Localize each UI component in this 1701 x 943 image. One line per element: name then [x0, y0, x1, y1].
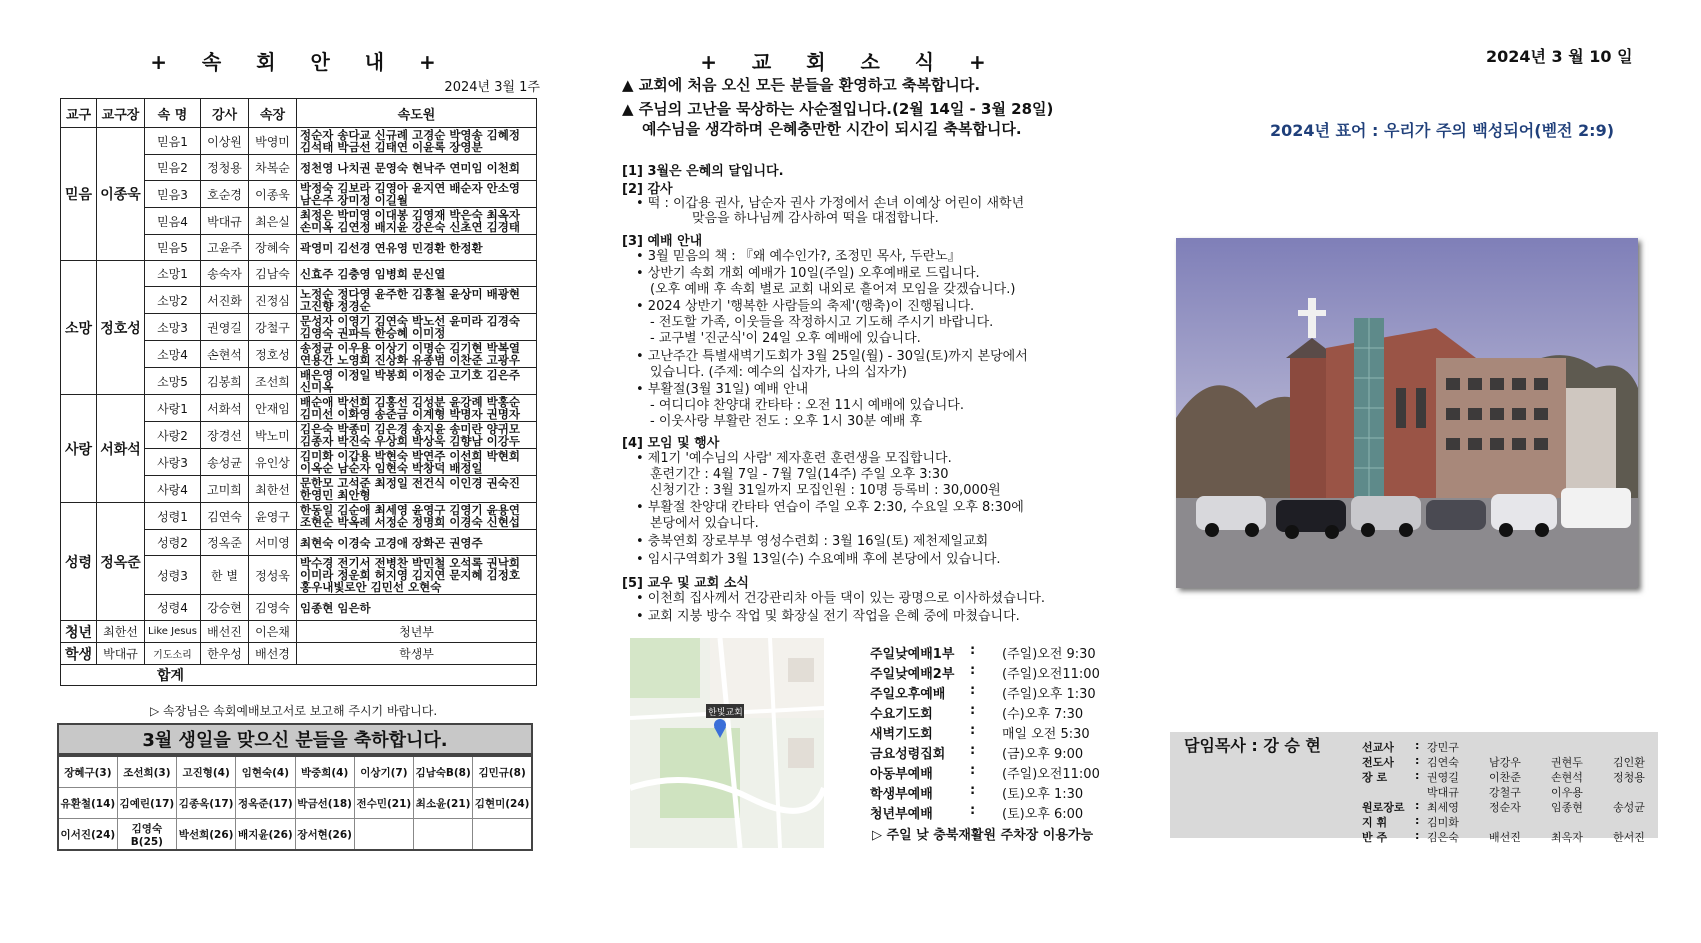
group-teacher: 김봉희: [201, 368, 249, 395]
staff-name: 송성균: [1613, 801, 1645, 814]
map-graphic: [630, 638, 824, 848]
group-name: 성령4: [145, 595, 201, 621]
church-news-title: + 교 회 소 식 +: [700, 50, 1000, 74]
group-teacher: 권영길: [201, 314, 249, 341]
service-name: 주일낮예배1부: [870, 647, 955, 662]
group-head: 이종욱: [249, 181, 297, 208]
birthday-cell: 김예린(17): [117, 788, 176, 819]
group-name: 소망3: [145, 314, 201, 341]
church-location-map: [630, 638, 824, 848]
birthday-cell: 박선희(26): [177, 819, 236, 851]
group-members: 문성자 이영기 김연숙 박노선 윤미라 김경숙 김영숙 권파득 한승혜 이미정: [297, 314, 537, 341]
group-head: 최은실: [249, 208, 297, 235]
staff-role: 원로장로: [1362, 801, 1405, 814]
service-colon: :: [970, 743, 976, 758]
worship-item-5a: - 여디디야 찬양대 칸타타 : 오전 11시 예배에 있습니다.: [650, 398, 964, 413]
student-leader: 박대규: [97, 643, 145, 665]
service-name: 새벽기도회: [870, 727, 933, 742]
staff-colon: :: [1415, 829, 1420, 842]
table-row: [61, 261, 537, 287]
service-time: (주일)오전11:00: [1002, 667, 1100, 682]
birthday-cell: 전수민(21): [354, 788, 413, 819]
table-header-row: [61, 99, 537, 128]
group-name: 성령3: [145, 556, 201, 595]
student-name: 학생: [61, 643, 97, 665]
group-head: 진정심: [249, 287, 297, 314]
staff-name: 이우용: [1551, 786, 1583, 799]
staff-name: 강민구: [1427, 741, 1459, 754]
group-name: 믿음4: [145, 208, 201, 235]
birthday-row: [58, 788, 532, 819]
district-name: 소망: [61, 261, 97, 395]
service-colon: :: [970, 683, 976, 698]
group-name: 소망1: [145, 261, 201, 287]
worship-item-2: • 상반기 속회 개회 예배가 10일(주일) 오후예배로 드립니다.: [636, 266, 980, 281]
service-colon: :: [970, 703, 976, 718]
group-members: 배은영 이정일 박봉희 이정순 고기호 김은주 신미옥: [297, 368, 537, 395]
bulletin-date: 2024년 3 월 10 일: [1486, 47, 1633, 66]
group-members: 한동일 김순애 최세영 윤영구 김영기 윤용연 조현순 박옥례 서정순 정명희 이경숙 신현섭: [297, 503, 537, 530]
event-item-4: • 임시구역회가 3월 13일(수) 수요예배 후에 본당에서 있습니다.: [636, 552, 1001, 567]
district-name: 믿음: [61, 128, 97, 261]
report-note: ▷ 속장님은 속회예배보고서로 보고해 주시기 바랍니다.: [150, 704, 438, 718]
group-members: 정순자 송다교 신규례 고경순 박영송 김혜정 김석태 박금선 김태연 이윤록 장영분: [297, 128, 537, 155]
youth-leader: 최한선: [97, 621, 145, 643]
youth-head: 이은채: [249, 621, 297, 643]
birthday-cell: 박금선(18): [295, 788, 354, 819]
group-name: 믿음1: [145, 128, 201, 155]
event-item-2-cont: 본당에서 있습니다.: [650, 516, 759, 531]
service-time: (금)오후 9:00: [1002, 747, 1084, 762]
birthday-row: [58, 819, 532, 851]
student-teacher: 한우성: [201, 643, 249, 665]
group-teacher: 정옥준: [201, 530, 249, 556]
birthday-cell: [354, 819, 413, 851]
annual-motto: 2024년 표어 : 우리가 주의 백성되어(벧전 2:9): [1270, 121, 1615, 140]
youth-group: Like Jesus: [145, 621, 201, 643]
staff-name: 이찬준: [1489, 771, 1521, 784]
group-members: 문한모 고석준 최정일 전건식 이인경 권숙진 한영민 최안형: [297, 476, 537, 503]
worship-item-5b: - 이웃사랑 부활란 전도 : 오후 1시 30분 예배 후: [650, 414, 923, 429]
staff-name: 한서진: [1613, 831, 1645, 844]
district-leader: 정호성: [97, 261, 145, 395]
staff-name: 박대규: [1427, 786, 1459, 799]
table-row: [61, 503, 537, 530]
birthday-title: 3월 생일을 맞으신 분들을 축하합니다.: [57, 723, 533, 755]
thanks-item: • 떡 : 이갑용 권사, 남순자 권사 가정에서 손녀 이예상 어린이 새학년: [636, 196, 1025, 211]
group-teacher: 장경선: [201, 422, 249, 449]
staff-name: 강철구: [1489, 786, 1521, 799]
table-row: [61, 621, 537, 643]
group-members: 김은숙 박종미 김은경 송지윤 송미란 양귀모 김종자 박진숙 우상희 박상욱 김향남 이강두: [297, 422, 537, 449]
staff-name: 배선진: [1489, 831, 1521, 844]
birthday-cell: 장서현(26): [295, 819, 354, 851]
birthday-cell: 박중희(4): [295, 756, 354, 788]
parking-note: ▷ 주일 낮 충북재활원 주차장 이용가능: [872, 828, 1093, 843]
event-item-1: • 제1기 '예수님의 사람' 제자훈련 훈련생을 모집합니다.: [636, 451, 952, 466]
service-name: 금요성령집회: [870, 747, 946, 762]
birthday-cell: 김종옥(17): [177, 788, 236, 819]
birthday-row: [58, 756, 532, 788]
birthday-cell: 장혜구(3): [58, 756, 117, 788]
youth-name: 청년: [61, 621, 97, 643]
staff-role: 반 주: [1362, 831, 1388, 844]
group-teacher: 정청용: [201, 155, 249, 181]
thanks-item-cont: 맞음을 하나님께 감사하여 떡을 대접합니다.: [692, 211, 939, 226]
group-name: 소망5: [145, 368, 201, 395]
service-colon: :: [970, 663, 976, 678]
group-name: 성령2: [145, 530, 201, 556]
group-members: 최현숙 이경숙 고경애 장화곤 권영주: [297, 530, 537, 556]
staff-role: 선교사: [1362, 741, 1394, 754]
birthday-table: [57, 755, 533, 851]
birthday-cell: 배지윤(26): [236, 819, 295, 851]
section-2: [2] 감사: [622, 182, 673, 197]
worship-item-5: • 부활절(3월 31일) 예배 안내: [636, 382, 809, 397]
worship-item-4-cont: 있습니다. (주제: 예수의 십자가, 나의 십자가): [650, 365, 907, 380]
section-4: [4] 모임 및 행사: [622, 436, 720, 451]
district-leader: 서화석: [97, 395, 145, 503]
group-members: 곽영미 김선경 연유영 민경환 한정환: [297, 235, 537, 261]
group-head: 장혜숙: [249, 235, 297, 261]
group-teacher: 박대규: [201, 208, 249, 235]
group-teacher: 서화석: [201, 395, 249, 422]
worship-item-3a: - 전도할 가족, 이웃들을 작정하시고 기도해 주시기 바랍니다.: [650, 315, 994, 330]
section-3: [3] 예배 안내: [622, 234, 703, 249]
map-church-label: 한빛교회: [708, 708, 743, 718]
worship-item-4: • 고난주간 특별새벽기도회가 3월 25일(월) - 30일(토)까지 본당에서: [636, 349, 1028, 364]
news-item-1: • 이천희 집사께서 건강관리차 아들 댁이 있는 광명으로 이사하셨습니다.: [636, 591, 1046, 606]
worship-item-2-cont: (오후 예배 후 속회 별로 교회 내외로 흩어져 모임을 갖겠습니다.): [650, 282, 1016, 297]
district-name: 사랑: [61, 395, 97, 503]
birthday-cell: 김현미(24): [473, 788, 532, 819]
group-head: 박노미: [249, 422, 297, 449]
group-members: 김미화 이갑용 박현숙 박연주 이선희 박현희 이옥순 남순자 임현숙 박창덕 배정일: [297, 449, 537, 476]
group-teacher: 고미희: [201, 476, 249, 503]
group-head: 정호성: [249, 341, 297, 368]
event-item-1a: 훈련기간 : 4월 7일 - 7월 7일(14주) 주일 오후 3:30: [650, 467, 949, 482]
senior-pastor: 담임목사 : 강 승 현: [1184, 736, 1321, 755]
staff-name: 임종현: [1551, 801, 1583, 814]
service-colon: :: [970, 783, 976, 798]
group-members: 배순애 박선희 김홍선 김성분 윤강례 박홍순 김미선 이화영 송준금 이계형 박명자 권명자: [297, 395, 537, 422]
group-meeting-table: [60, 98, 537, 686]
group-head: 최한선: [249, 476, 297, 503]
event-item-2: • 부활절 찬양대 칸타타 연습이 주일 오후 2:30, 수요일 오후 8:30에: [636, 500, 1024, 515]
birthday-cell: 유환철(14): [58, 788, 117, 819]
staff-colon: :: [1415, 814, 1420, 827]
table-row: [61, 395, 537, 422]
event-item-3: • 충북연회 장로부부 영성수련회 : 3월 16일(토) 제천제일교회: [636, 534, 989, 549]
worship-item-3: • 2024 상반기 '행복한 사람들의 축제'(행축)이 진행됩니다.: [636, 299, 975, 314]
group-teacher: 호순경: [201, 181, 249, 208]
staff-name: 김연숙: [1427, 756, 1459, 769]
service-time: (주일)오전11:00: [1002, 767, 1100, 782]
header-district: 교구: [61, 99, 97, 128]
group-teacher: 강승현: [201, 595, 249, 621]
church-building-photo: [1176, 238, 1638, 588]
header-district-leader: 교구장: [97, 99, 145, 128]
group-members: 정천영 나치권 문영숙 현낙주 연미임 이천희: [297, 155, 537, 181]
group-members: 임종현 임은하: [297, 595, 537, 621]
service-colon: :: [970, 723, 976, 738]
group-head: 윤영구: [249, 503, 297, 530]
staff-name: 손현석: [1551, 771, 1583, 784]
group-name: 소망4: [145, 341, 201, 368]
staff-name: 최옥자: [1551, 831, 1583, 844]
group-name: 믿음2: [145, 155, 201, 181]
service-colon: :: [970, 803, 976, 818]
service-name: 학생부예배: [870, 787, 933, 802]
staff-role: 지 휘: [1362, 816, 1388, 829]
birthday-cell: 고진형(4): [177, 756, 236, 788]
header-members: 속도원: [297, 99, 537, 128]
birthday-cell: 김민규(8): [473, 756, 532, 788]
total-label: 합계: [61, 665, 537, 686]
group-head: 강철구: [249, 314, 297, 341]
group-meeting-title: + 속 회 안 내 +: [150, 50, 450, 74]
staff-colon: :: [1415, 799, 1420, 812]
service-time: 매일 오전 5:30: [1002, 727, 1090, 742]
group-name: 믿음5: [145, 235, 201, 261]
service-time: (주일)오전 9:30: [1002, 647, 1096, 662]
birthday-cell: 최소윤(21): [414, 788, 473, 819]
header-teacher: 강사: [201, 99, 249, 128]
group-head: 정성욱: [249, 556, 297, 595]
group-head: 박영미: [249, 128, 297, 155]
group-members: 박수경 전기서 전병찬 박민철 오석록 권낙희 이미라 정운희 허지영 김지연 문지혜 김정호 홍우내빛로안 김민선 오현숙: [297, 556, 537, 595]
group-teacher: 송성균: [201, 449, 249, 476]
header-group-head: 속장: [249, 99, 297, 128]
service-name: 주일오후예배: [870, 687, 946, 702]
group-meeting-date: 2024년 3월 1주: [444, 80, 540, 95]
service-colon: :: [970, 763, 976, 778]
group-head: 유인상: [249, 449, 297, 476]
student-group: 기도소리: [145, 643, 201, 665]
welcome-line-1: ▲ 교회에 처음 오신 모든 분들을 환영하고 축복합니다.: [622, 76, 981, 94]
staff-name: 남강우: [1489, 756, 1521, 769]
group-name: 사랑1: [145, 395, 201, 422]
group-head: 김남숙: [249, 261, 297, 287]
birthday-cell: [414, 819, 473, 851]
birthday-cell: 이상기(7): [354, 756, 413, 788]
staff-colon: :: [1415, 754, 1420, 767]
welcome-line-2: ▲ 주님의 고난을 묵상하는 사순절입니다.(2월 14일 - 3월 28일): [622, 100, 1054, 118]
group-teacher: 손현석: [201, 341, 249, 368]
staff-name: 김미화: [1427, 816, 1459, 829]
birthday-cell: 김남숙B(8): [414, 756, 473, 788]
group-name: 믿음3: [145, 181, 201, 208]
group-name: 사랑2: [145, 422, 201, 449]
group-head: 안재임: [249, 395, 297, 422]
birthday-cell: 임현숙(4): [236, 756, 295, 788]
group-head: 조선희: [249, 368, 297, 395]
staff-name: 권현두: [1551, 756, 1583, 769]
district-leader: 정옥준: [97, 503, 145, 621]
birthday-cell: 조선희(3): [117, 756, 176, 788]
group-name: 사랑4: [145, 476, 201, 503]
group-members: 박정숙 김보라 김영아 윤지연 배순자 안소영 남은주 장미정 이길월: [297, 181, 537, 208]
group-teacher: 김연숙: [201, 503, 249, 530]
service-name: 수요기도회: [870, 707, 933, 722]
youth-teacher: 배선진: [201, 621, 249, 643]
group-teacher: 이상원: [201, 128, 249, 155]
birthday-cell: 김영숙B(25): [117, 819, 176, 851]
staff-name: 김은숙: [1427, 831, 1459, 844]
service-name: 주일낮예배2부: [870, 667, 955, 682]
youth-members: 청년부: [297, 621, 537, 643]
worship-item-1: • 3월 믿음의 책 : 『왜 예수인가?, 조정민 목사, 두란노』: [636, 249, 961, 264]
news-item-2: • 교회 지붕 방수 작업 및 화장실 전기 작업을 은혜 중에 마쳤습니다.: [636, 609, 1020, 624]
birthday-cell: 이서진(24): [58, 819, 117, 851]
staff-name: 정청용: [1613, 771, 1645, 784]
service-name: 청년부예배: [870, 807, 933, 822]
group-members: 노정순 정다영 윤주한 김홍철 윤상미 배광현 고진향 정경순: [297, 287, 537, 314]
event-item-1b: 신청기간 : 3월 31일까지 모집인원 : 10명 등록비 : 30,000원: [650, 483, 1001, 498]
staff-colon: :: [1415, 739, 1420, 752]
table-row: [61, 128, 537, 155]
staff-role: 장 로: [1362, 771, 1388, 784]
staff-name: 김인환: [1613, 756, 1645, 769]
group-teacher: 서진화: [201, 287, 249, 314]
service-time: (주일)오후 1:30: [1002, 687, 1096, 702]
worship-item-3b: - 교구별 '진군식'이 24일 오후 예배에 있습니다.: [650, 331, 921, 346]
group-head: 서미영: [249, 530, 297, 556]
staff-colon: :: [1415, 769, 1420, 782]
service-colon: :: [970, 643, 976, 658]
staff-name: 최세영: [1427, 801, 1459, 814]
group-members: 송정균 이우용 이상기 이명순 김기현 박복열 연용간 노영희 진상화 유종범 이찬준 고광우: [297, 341, 537, 368]
group-members: 최정은 박미영 이대봉 김영재 박은숙 최옥자 손미옥 김연정 배지윤 강은숙 신초연 김경태: [297, 208, 537, 235]
service-time: (토)오후 1:30: [1002, 787, 1084, 802]
group-teacher: 고윤주: [201, 235, 249, 261]
district-name: 성령: [61, 503, 97, 621]
staff-name: 권영길: [1427, 771, 1459, 784]
group-name: 소망2: [145, 287, 201, 314]
staff-name: 정순자: [1489, 801, 1521, 814]
birthday-cell: 정옥준(17): [236, 788, 295, 819]
service-name: 아동부예배: [870, 767, 933, 782]
group-head: 차복순: [249, 155, 297, 181]
group-teacher: 송숙자: [201, 261, 249, 287]
student-head: 배선경: [249, 643, 297, 665]
welcome-line-3: 예수님을 생각하며 은혜충만한 시간이 되시길 축복합니다.: [642, 120, 1022, 138]
section-1: [1] 3월은 은혜의 달입니다.: [622, 164, 784, 179]
group-members: 신효주 김충영 임병희 문신열: [297, 261, 537, 287]
church-photo-graphic: [1176, 238, 1638, 588]
district-leader: 이종욱: [97, 128, 145, 261]
staff-role: 전도사: [1362, 756, 1394, 769]
group-name: 사랑3: [145, 449, 201, 476]
service-time: (토)오후 6:00: [1002, 807, 1084, 822]
group-head: 김영숙: [249, 595, 297, 621]
birthday-cell: [473, 819, 532, 851]
group-name: 성령1: [145, 503, 201, 530]
section-5: [5] 교우 및 교회 소식: [622, 576, 749, 591]
service-time: (수)오후 7:30: [1002, 707, 1084, 722]
table-row: [61, 643, 537, 665]
student-members: 학생부: [297, 643, 537, 665]
group-teacher: 한 별: [201, 556, 249, 595]
header-group-name: 속 명: [145, 99, 201, 128]
total-row: [61, 665, 537, 686]
